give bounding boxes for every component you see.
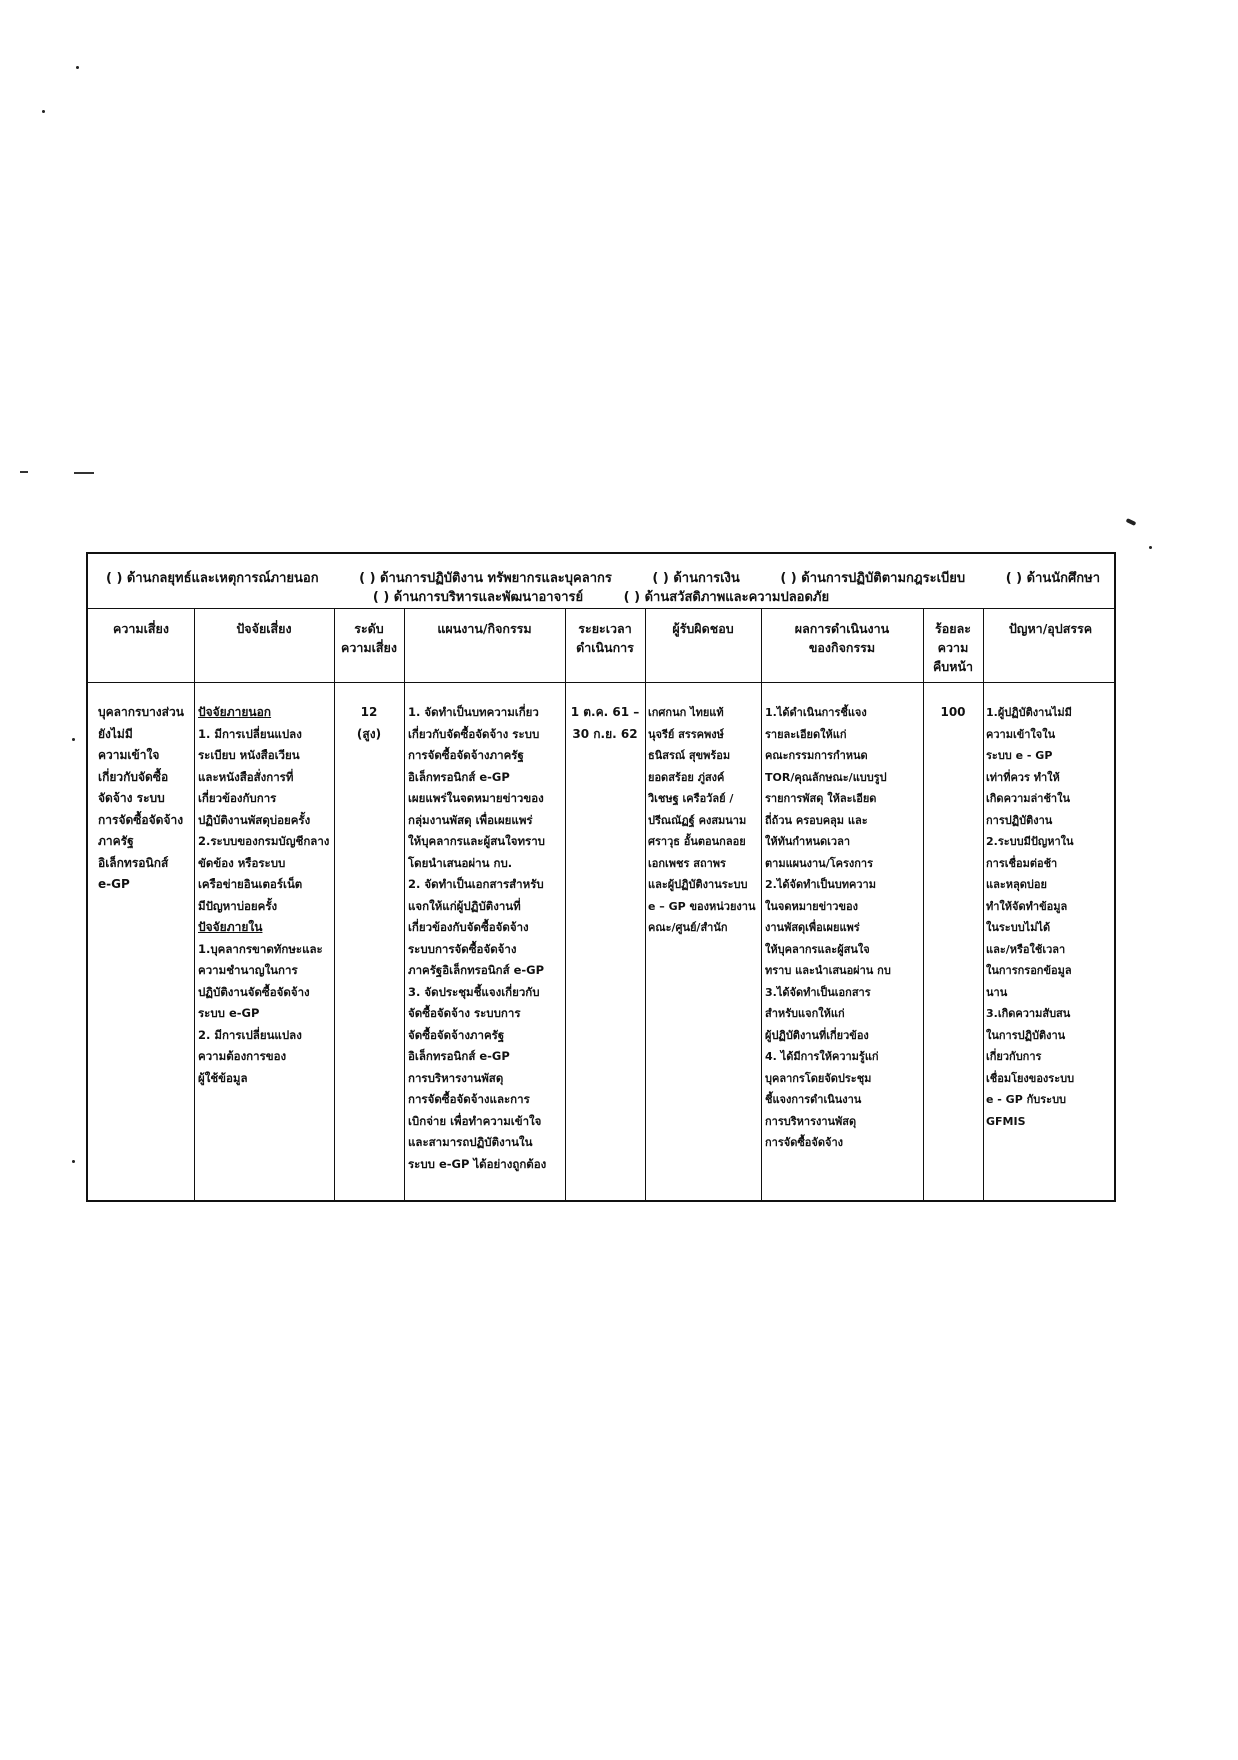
- header-plan: แผนงาน/กิจกรรม: [437, 621, 532, 636]
- header-factors: ปัจจัยเสี่ยง: [236, 621, 292, 636]
- header-level: ระดับ ความเสี่ยง: [341, 621, 397, 655]
- cell-percent: 100: [940, 705, 966, 719]
- column-divider: [334, 609, 335, 1200]
- header-period: ระยะเวลา ดำเนินการ: [576, 621, 634, 655]
- category-safety: ( ) ด้านสวัสดิภาพและความปลอดภัย: [623, 590, 830, 605]
- scan-speck: [1149, 546, 1152, 549]
- category-compliance: ( ) ด้านการปฏิบัติตามกฎระเบียบ: [780, 571, 966, 586]
- scan-mark: [74, 472, 94, 474]
- header-percent: ร้อยละ ความ คืบหน้า: [932, 621, 974, 674]
- cell-problems: 1.ผู้ปฏิบัติงานไม่มี ความเข้าใจใน ระบบ e - GP เท่าที่ควร ทำให้ เกิดความล่าช้าใน การปฏิบัติงาน 2.ระบบมีปัญหาใน การเชื่อมต่อช้า และหลุดบ่อย ทำให้จัดทำข้อมูล ในระบบไม่ได้ และ/หรือใช้เวลา ในการกรอกข้อมูล นาน 3.เกิดความสับสน ในการปฏิบัติงาน เกี่ยวกับการ เชื่อมโยงของระบบ e - GP กับระบบ GFMIS: [986, 706, 1075, 1128]
- cell-plan: 1. จัดทำเป็นบทความเกี่ยว เกี่ยวกับจัดซื้อจัดจ้าง ระบบ การจัดซื้อจัดจ้างภาครัฐ อิเล็กทรอนิกส์ e-GP เผยแพร่ในจดหมายข่าวของ กลุ่มงานพัสดุ เพื่อเผยแพร่ ให้บุคลากรและผู้สนใจทราบ โดยนำเสนอผ่าน กบ. 2. จัดทำเป็นเอกสารสำหรับ แจกให้แก่ผู้ปฏิบัติงานที่ เกี่ยวข้องกับจัดซื้อจัดจ้าง ระบบการจัดซื้อจัดจ้าง ภาครัฐอิเล็กทรอนิกส์ e-GP 3. จัดประชุมชี้แจงเกี่ยวกับ จัดซื้อจัดจ้าง ระบบการ จัดซื้อจัดจ้างภาครัฐ อิเล็กทรอนิกส์ e-GP การบริหารงานพัสดุ การจัดซื้อจัดจ้างและการ เบิกจ่าย เพื่อทำความเข้าใจ และสามารถปฏิบัติงานใน ระบบ e-GP ได้อย่างถูกต้อง: [408, 705, 547, 1171]
- cell-period: 1 ต.ค. 61 – 30 ก.ย. 62: [570, 705, 640, 741]
- column-divider: [404, 609, 405, 1200]
- column-divider: [565, 609, 566, 1200]
- scan-speck: [72, 738, 75, 741]
- factors-internal: 1.บุคลากรขาดทักษะและ ความชำนาญในการ ปฏิบัติงานจัดซื้อจัดจ้าง ระบบ e-GP 2. มีการเปลี่ยนแปลง ความต้องการของ ผู้ใช้ข้อมูล: [198, 941, 323, 1085]
- category-operations: ( ) ด้านการปฏิบัติงาน ทรัพยากรและบุคลากร: [359, 571, 612, 586]
- factors-external-title: ปัจจัยภายนอก: [198, 705, 272, 719]
- category-finance: ( ) ด้านการเงิน: [652, 571, 740, 586]
- column-divider: [761, 609, 762, 1200]
- category-faculty: ( ) ด้านการบริหารและพัฒนาอาจารย์: [372, 590, 584, 605]
- cell-level: 12 (สูง): [356, 705, 382, 741]
- scan-speck: [42, 110, 45, 113]
- cell-risk: บุคลากรบางส่วน ยังไม่มี ความเข้าใจ เกี่ยวกับจัดซื้อ จัดจ้าง ระบบ การจัดซื้อจัดจ้าง ภาครัฐ อิเล็กทรอนิกส์ e-GP: [98, 705, 184, 891]
- category-strategy: ( ) ด้านกลยุทธ์และเหตุการณ์ภายนอก: [106, 571, 319, 586]
- factors-internal-title: ปัจจัยภายใน: [198, 920, 263, 934]
- scan-mark: [20, 471, 28, 473]
- factors-external: 1. มีการเปลี่ยนแปลง ระเบียบ หนังสือเวียน และหนังสือสั่งการที่ เกี่ยวข้องกับการ ปฏิบัติงานพัสดุบ่อยครั้ง 2.ระบบของกรมบัญชีกลาง ขัดข้อง หรือระบบ เครือข่ายอินเตอร์เน็ต มีปัญหาบ่อยครั้ง: [198, 726, 330, 913]
- scan-speck: [76, 66, 79, 69]
- header-risk: ความเสี่ยง: [113, 621, 169, 636]
- scan-speck: [1126, 518, 1137, 526]
- column-divider: [983, 609, 984, 1200]
- cell-factors: [198, 702, 334, 1089]
- header-results: ผลการดำเนินงาน ของกิจกรรม: [794, 621, 890, 655]
- column-divider: [923, 609, 924, 1200]
- cell-responsible: เกศกนก ไทยแท้ นุจรีย์ สรรคพงษ์ ธนิสรณ์ สุขพร้อม ยอดสร้อย ภู่สงค์ วิเชษฐ เครือวัลย์ / ปรีณณัฏฐ์ คงสมนาม ศราวุธ อั้นตอนกลอย เอกเพชร สถาพร และผู้ปฏิบัติงานระบบ e – GP ของหน่วยงาน คณะ/ศูนย์/สำนัก: [648, 706, 756, 934]
- category-line-2: [88, 587, 1114, 609]
- scan-speck: [72, 1160, 75, 1163]
- column-divider: [194, 609, 195, 1200]
- cell-results: 1.ได้ดำเนินการชี้แจง รายละเอียดให้แก่ คณะกรรมการกำหนด TOR/คุณลักษณะ/แบบรูป รายการพัสดุ ให้ละเอียด ถี่ถ้วน ครอบคลุม และ ให้ทันกำหนดเวลา ตามแผนงาน/โครงการ 2.ได้จัดทำเป็นบทความ ในจดหมายข่าวของ งานพัสดุเพื่อเผยแพร่ ให้บุคลากรและผู้สนใจ ทราบ และนำเสนอผ่าน กบ 3.ได้จัดทำเป็นเอกสาร สำหรับแจกให้แก่ ผู้ปฏิบัติงานที่เกี่ยวข้อง 4. ได้มีการให้ความรู้แก่ บุคลากรโดยจัดประชุม ชี้แจงการดำเนินงาน การบริหารงานพัสดุ การจัดซื้อจัดจ้าง: [765, 706, 891, 1149]
- category-students: ( ) ด้านนักศึกษา: [1005, 571, 1101, 586]
- header-responsible: ผู้รับผิดชอบ: [672, 621, 734, 636]
- risk-category-row: [88, 554, 1114, 609]
- column-divider: [645, 609, 646, 1200]
- header-cells: [88, 609, 1114, 683]
- risk-table: [86, 552, 1116, 1202]
- header-problems: ปัญหา/อุปสรรค: [1008, 621, 1093, 636]
